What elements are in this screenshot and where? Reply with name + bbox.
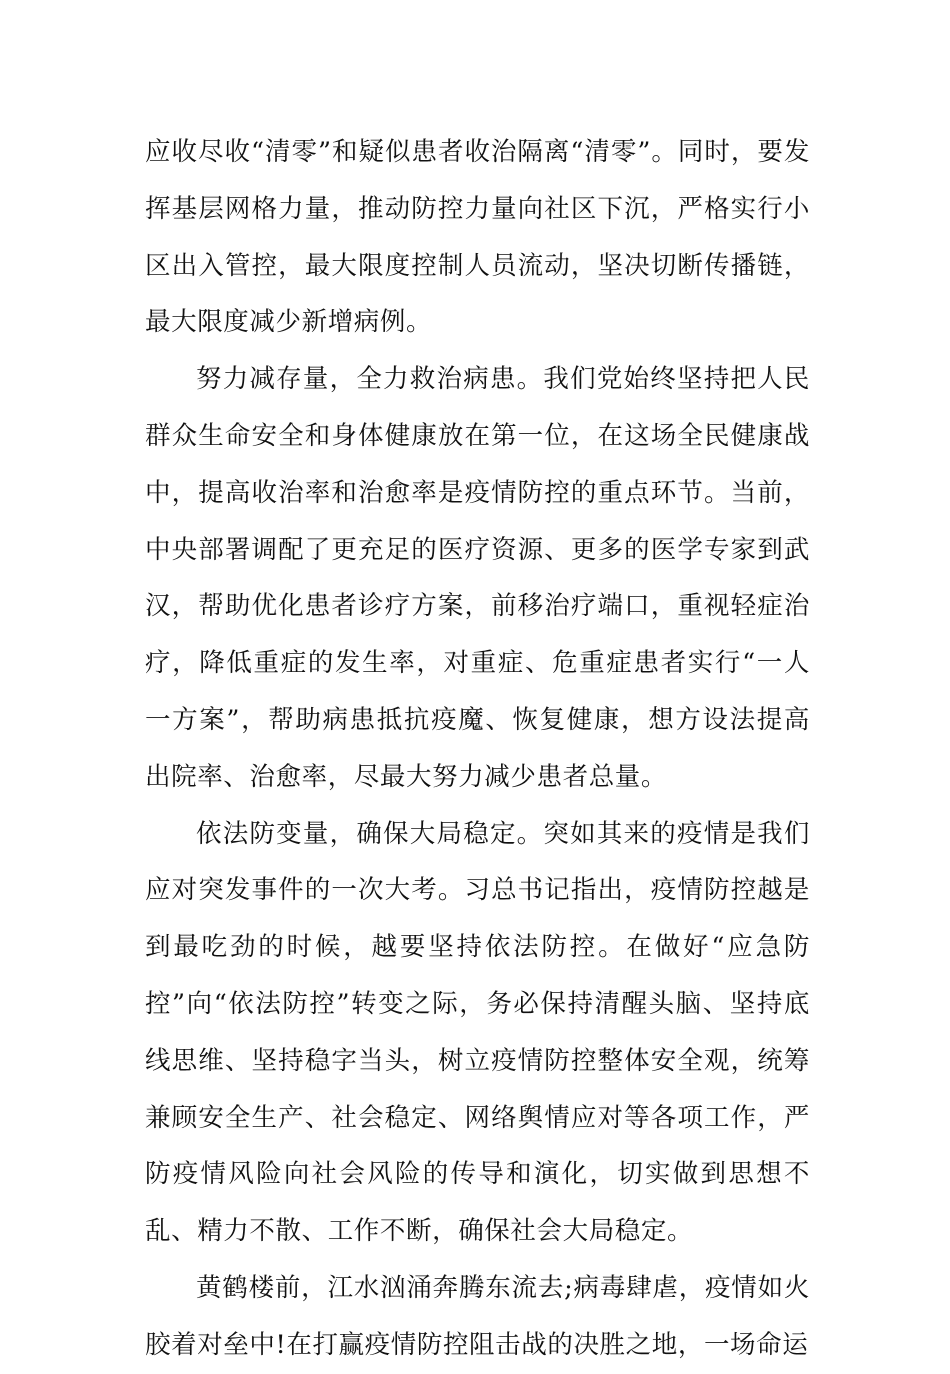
paragraph-2: 努力减存量，全力救治病患。我们党始终坚持把人民群众生命安全和身体健康放在第一位，在这场全民健康战中，提高收治率和治愈率是疫情防控的重点环节。当前，中央部署调配了更充足的医疗资源、更多的医学专家到武汉，帮助优化患者诊疗方案，前移治疗端口，重视轻症治疗，降低重症的发生率，对重症、危重症患者实行“一人一方案”，帮助病患抵抗疫魔、恢复健康，想方设法提高出院率、治愈率，尽最大努力减少患者总量。: [145, 364, 810, 792]
paragraph-4: 黄鹤楼前，江水汹涌奔腾东流去;病毒肆虐，疫情如火胶着对垒中!在打赢疫情防控阻击战的决胜之地，一场命运: [145, 1272, 810, 1360]
paragraph-1: 应收尽收“清零”和疑似患者收治隔离“清零”。同时，要发挥基层网格力量，推动防控力量向社区下沉，严格实行小区出入管控，最大限度控制人员流动，坚决切断传播链，最大限度减少新增病例。: [145, 137, 810, 338]
document-body: [145, 124, 810, 1374]
paragraph-3: 依法防变量，确保大局稳定。突如其来的疫情是我们应对突发事件的一次大考。习总书记指出，疫情防控越是到最吃劲的时候，越要坚持依法防控。在做好“应急防控”向“依法防控”转变之际，务必保持清醒头脑、坚持底线思维、坚持稳字当头，树立疫情防控整体安全观，统筹兼顾安全生产、社会稳定、网络舆情应对等各项工作，严防疫情风险向社会风险的传导和演化，切实做到思想不乱、精力不散、工作不断，确保社会大局稳定。: [145, 818, 810, 1247]
